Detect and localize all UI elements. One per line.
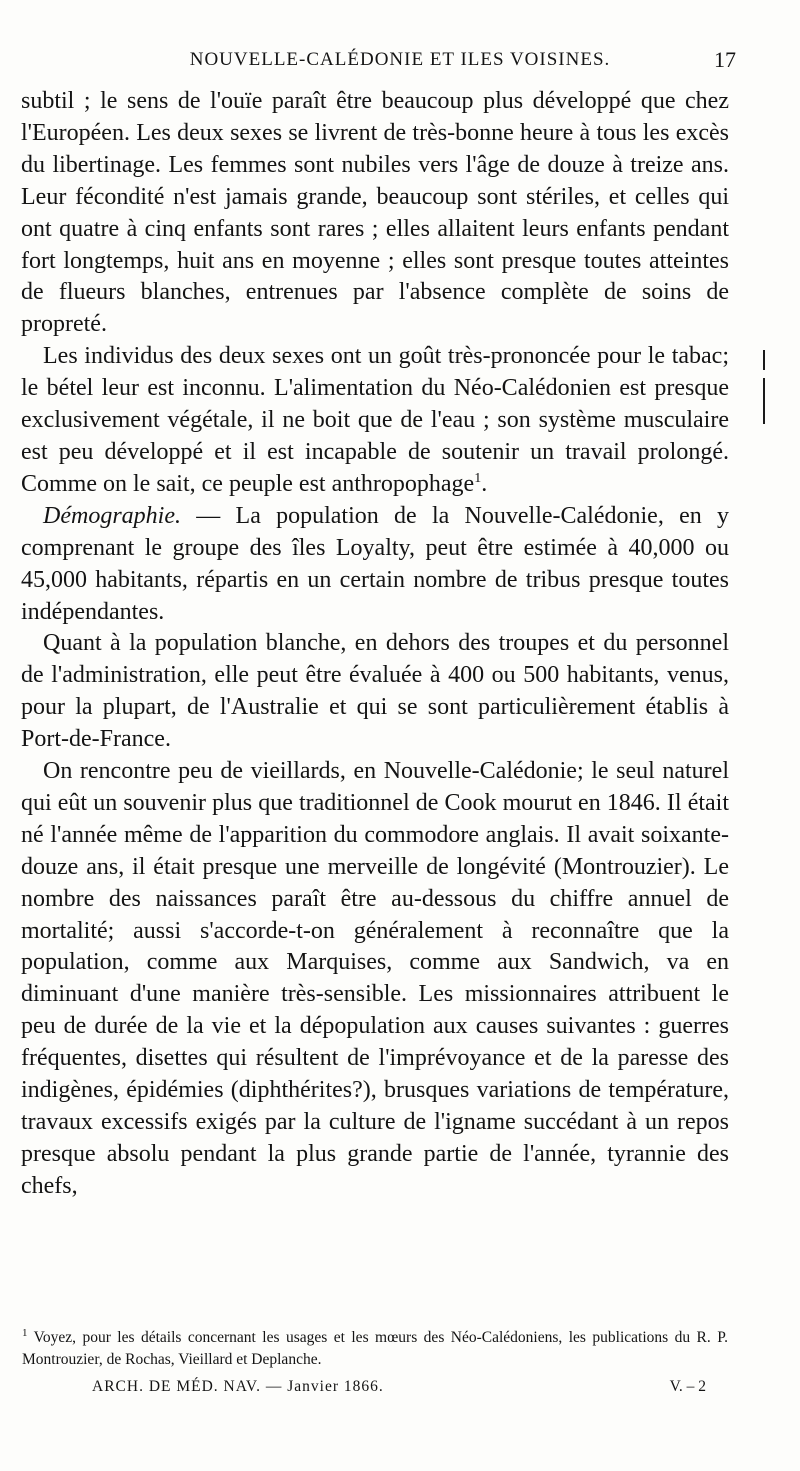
paragraph-demography bbox=[21, 501, 729, 629]
paragraph-demography-text: La population de la Nouvelle-Calédonie, en y comprenant le groupe des îles Loyalty, peut être estimée à 40,000 ou 45,000 habitants, répartis en un certain nombre de tribus presque toutes indépendantes. bbox=[21, 502, 730, 625]
paragraph-elders: On rencontre peu de vieillards, en Nouvelle-Calédonie; le seul naturel qui eût un souvenir plus que traditionnel de Cook mourut en 1846. Il était né l'année même de l'apparition du commodore anglais. Il avait soixante-douze ans, il était presque une merveille de longévité (Montrouzier). Le nombre des naissances paraît être au-dessous du chiffre annuel de mortalité; aussi s'accorde-t-on généralement à reconnaître que la population, comme aux Marquises, comme aux Sandwich, va en diminuant d'une manière très-sensible. Les missionnaires attribuent le peu de durée de la vie et la dépopulation aux causes suivantes : guerres fréquentes, disettes qui résultent de l'imprévoyance et de la paresse des indigènes, épidémies (diphthérites?), brusques variations de température, travaux excessifs exigés par la culture de l'igname succédant à un repos presque absolu pendant la plus grande partie de l'année, tyrannie des chefs, bbox=[21, 758, 729, 1199]
footnote-mark: 1 bbox=[22, 1326, 28, 1339]
header-title: NOUVELLE-CALÉDONIE ET ILES VOISINES. bbox=[189, 49, 611, 70]
paragraph-hearing: subtil ; le sens de l'ouïe paraît être beaucoup plus développé que chez l'Européen. Les deux sexes se livrent de très-bonne heure à tous les excès du libertinage. Les femmes sont nubiles vers l'âge de douze à treize ans. Leur fécondité n'est jamais grande, beaucoup sont stériles, et celles qui ont quatre à cinq enfants sont rares ; elles allaitent leurs enfants pendant fort longtemps, huit ans en moyenne ; elles sont presque toutes atteintes de flueurs blanches, entrenues par l'absence complète de soins de propreté. bbox=[21, 88, 729, 338]
running-header bbox=[60, 45, 740, 75]
demography-heading: Démographie. bbox=[43, 502, 181, 529]
paragraph-white-population: Quant à la population blanche, en dehors des troupes et du personnel de l'administration, elle peut être évaluée à 400 ou 500 habitants, venus, pour la plupart, de l'Australie et qui se sont particulièrement établis à Port-de-France. bbox=[21, 630, 729, 753]
footnote bbox=[22, 1327, 728, 1371]
paragraph-tobacco: Les individus des deux sexes ont un goût très-prononcée pour le tabac; le bétel leur est inconnu. L'alimentation du Néo-Calédonien est presque exclusivement végétale, il ne boit que de l'eau ; son système musculaire est peu développé et il est incapable de soutenir un travail prolongé. Comme on le sait, ce peuple est anthropophage$^1$. bbox=[21, 343, 729, 497]
body-text bbox=[21, 86, 729, 1203]
margin-pencil-mark bbox=[763, 378, 765, 424]
footnote-reference: 1 bbox=[474, 470, 482, 486]
footnote-text: Voyez, pour les détails concernant les usages et les mœurs des Néo-Calédoniens, les publications du R. P. Montrouzier, de Rochas, Vieillard et Deplanche. bbox=[22, 1329, 728, 1368]
signature-volume: V. – 2 bbox=[669, 1378, 706, 1395]
printer-signature bbox=[92, 1378, 706, 1400]
signature-journal: ARCH. DE MÉD. NAV. — Janvier 1866. bbox=[92, 1378, 384, 1395]
paragraph-tobacco-text: Les individus des deux sexes ont un goût très-prononcée pour le tabac; le bétel leur est inconnu. L'alimentation du Néo-Calédonien est presque exclusivement végétale, il ne boit que de l'eau ; son système musculaire est peu développé et il est incapable de soutenir un travail prolongé. Comme on le sait, ce peuple est anthropophage bbox=[21, 343, 729, 497]
page-number: 17 bbox=[714, 47, 736, 72]
demography-dash: — bbox=[180, 502, 236, 529]
margin-pencil-mark bbox=[763, 350, 765, 370]
